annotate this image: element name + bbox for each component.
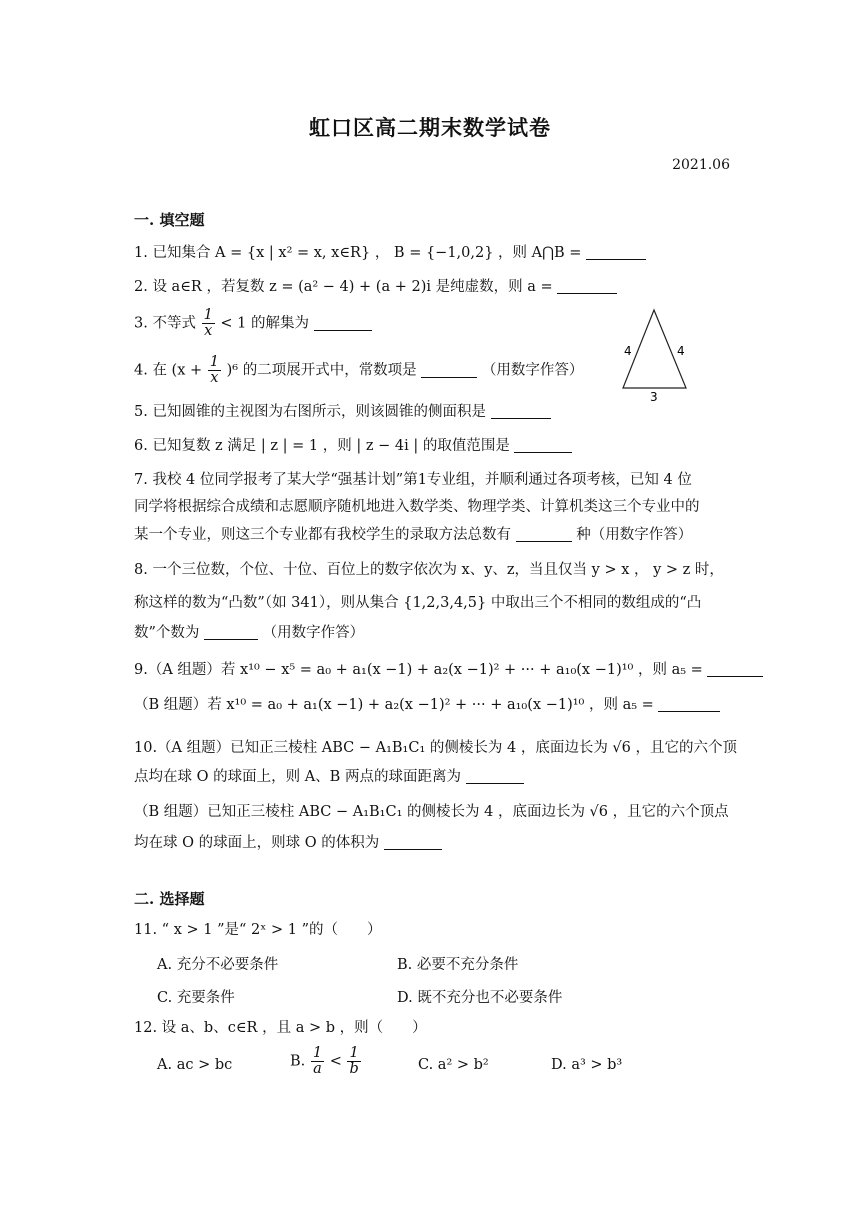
question-4: 4. 在 (x + $\frac{1}{x}$ )⁶ 的二项展开式中，常数项是 （用数字作答） [134, 354, 584, 386]
page-title: 虹口区高二期末数学试卷 [309, 115, 551, 140]
question-10a-line-1: 10.（A 组题）已知正三棱柱 ABC − A₁B₁C₁ 的侧棱长为 4 ，底面边长为 √6 ，且它的六个顶 [134, 740, 738, 756]
question-1: 1. 已知集合 A = {x | x² = x, x∈R} ， B = {−1,0,2} ，则 A⋂B = [134, 243, 646, 263]
question-2: 2. 设 a∈R ，若复数 z = (a² − 4) + (a + 2)i 是纯虚数，则 a = [134, 277, 617, 297]
q12-option-a[interactable]: A. ac > bc [157, 1057, 233, 1073]
answer-blank[interactable] [514, 436, 572, 453]
left-side-label: 4 [624, 344, 632, 358]
question-5: 5. 已知圆锥的主视图为右图所示，则该圆锥的侧面积是 [134, 402, 551, 422]
question-8-line-3: 数”个数为 （用数字作答） [134, 625, 365, 641]
answer-blank[interactable] [516, 525, 572, 542]
q12-option-b[interactable]: B. $\frac{1}{a}$ < $\frac{1}{b}$ [290, 1045, 359, 1077]
answer-blank[interactable] [658, 695, 720, 712]
section-choice-title: 二. 选择题 [134, 890, 205, 908]
q11-option-a[interactable]: A. 充分不必要条件 [157, 957, 279, 973]
question-9b: （B 组题）若 x¹⁰ = a₀ + a₁(x −1) + a₂(x −1)² + ··· + a₁₀(x −1)¹⁰ ，则 a₅ = [134, 695, 720, 715]
q12-option-c[interactable]: C. a² > b² [418, 1057, 489, 1073]
question-7-line-3: 某一个专业，则这三个专业都有我校学生的录取方法总数有 种（用数字作答） [134, 527, 693, 543]
question-3: 3. 不等式 $\frac{1}{x}$ < 1 的解集为 [134, 308, 372, 339]
question-6: 6. 已知复数 z 满足 | z | = 1 ，则 | z − 4i | 的取值范围是 [134, 436, 572, 456]
exam-date: 2021.06 [672, 157, 730, 173]
answer-blank[interactable] [384, 833, 442, 850]
question-11: 11. “ x > 1 ”是“ 2ˣ > 1 ”的（ ） [134, 922, 382, 938]
question-8-line-1: 8. 一个三位数，个位、十位、百位上的数字依次为 x、y、z，当且仅当 y > x ， y > z 时， [134, 562, 724, 578]
answer-blank[interactable] [466, 767, 524, 784]
answer-blank[interactable] [586, 243, 646, 260]
question-7-line-1: 7. 我校 4 位同学报考了某大学“强基计划”第1专业组，并顺利通过各项考核，已知 4 位 [134, 472, 692, 488]
q12-option-d[interactable]: D. a³ > b³ [551, 1057, 623, 1073]
question-12: 12. 设 a、b、c∈R ，且 a > b ，则（ ） [134, 1020, 427, 1036]
answer-blank[interactable] [491, 402, 551, 419]
answer-blank[interactable] [204, 623, 258, 640]
answer-blank[interactable] [707, 660, 763, 677]
question-10b-line-2: 均在球 O 的球面上，则球 O 的体积为 [134, 833, 442, 853]
right-side-label: 4 [677, 344, 685, 358]
answer-blank[interactable] [557, 277, 617, 294]
section-fill-in-title: 一. 填空题 [134, 211, 205, 229]
question-10b-line-1: （B 组题）已知正三棱柱 ABC − A₁B₁C₁ 的侧棱长为 4 ，底面边长为 √6 ，且它的六个顶点 [134, 804, 729, 820]
fraction: $\frac{1}{x}$ [209, 354, 219, 386]
question-9a: 9.（A 组题）若 x¹⁰ − x⁵ = a₀ + a₁(x −1) + a₂(x −1)² + ··· + a₁₀(x −1)¹⁰ ，则 a₅ = [134, 660, 763, 680]
fraction: $\frac{1}{a}$ [312, 1045, 323, 1077]
question-7-line-2: 同学将根据综合成绩和志愿顺序随机地进入数学类、物理学类、计算机类这三个专业中的 [134, 499, 700, 515]
question-8-line-2: 称这样的数为“凸数”（如 341），则从集合 {1,2,3,4,5} 中取出三个不相同的数组成的“凸 [134, 595, 702, 611]
cone-front-view-figure [615, 300, 695, 405]
fraction: $\frac{1}{x}$ [203, 307, 213, 339]
answer-blank[interactable] [421, 361, 477, 378]
answer-blank[interactable] [314, 314, 372, 331]
fraction: $\frac{1}{b}$ [349, 1045, 359, 1077]
question-10a-line-2: 点均在球 O 的球面上，则 A、B 两点的球面距离为 [134, 767, 524, 787]
q11-option-d[interactable]: D. 既不充分也不必要条件 [397, 990, 563, 1006]
q11-option-b[interactable]: B. 必要不充分条件 [397, 957, 519, 973]
q11-option-c[interactable]: C. 充要条件 [157, 990, 235, 1006]
base-label: 3 [650, 390, 658, 404]
